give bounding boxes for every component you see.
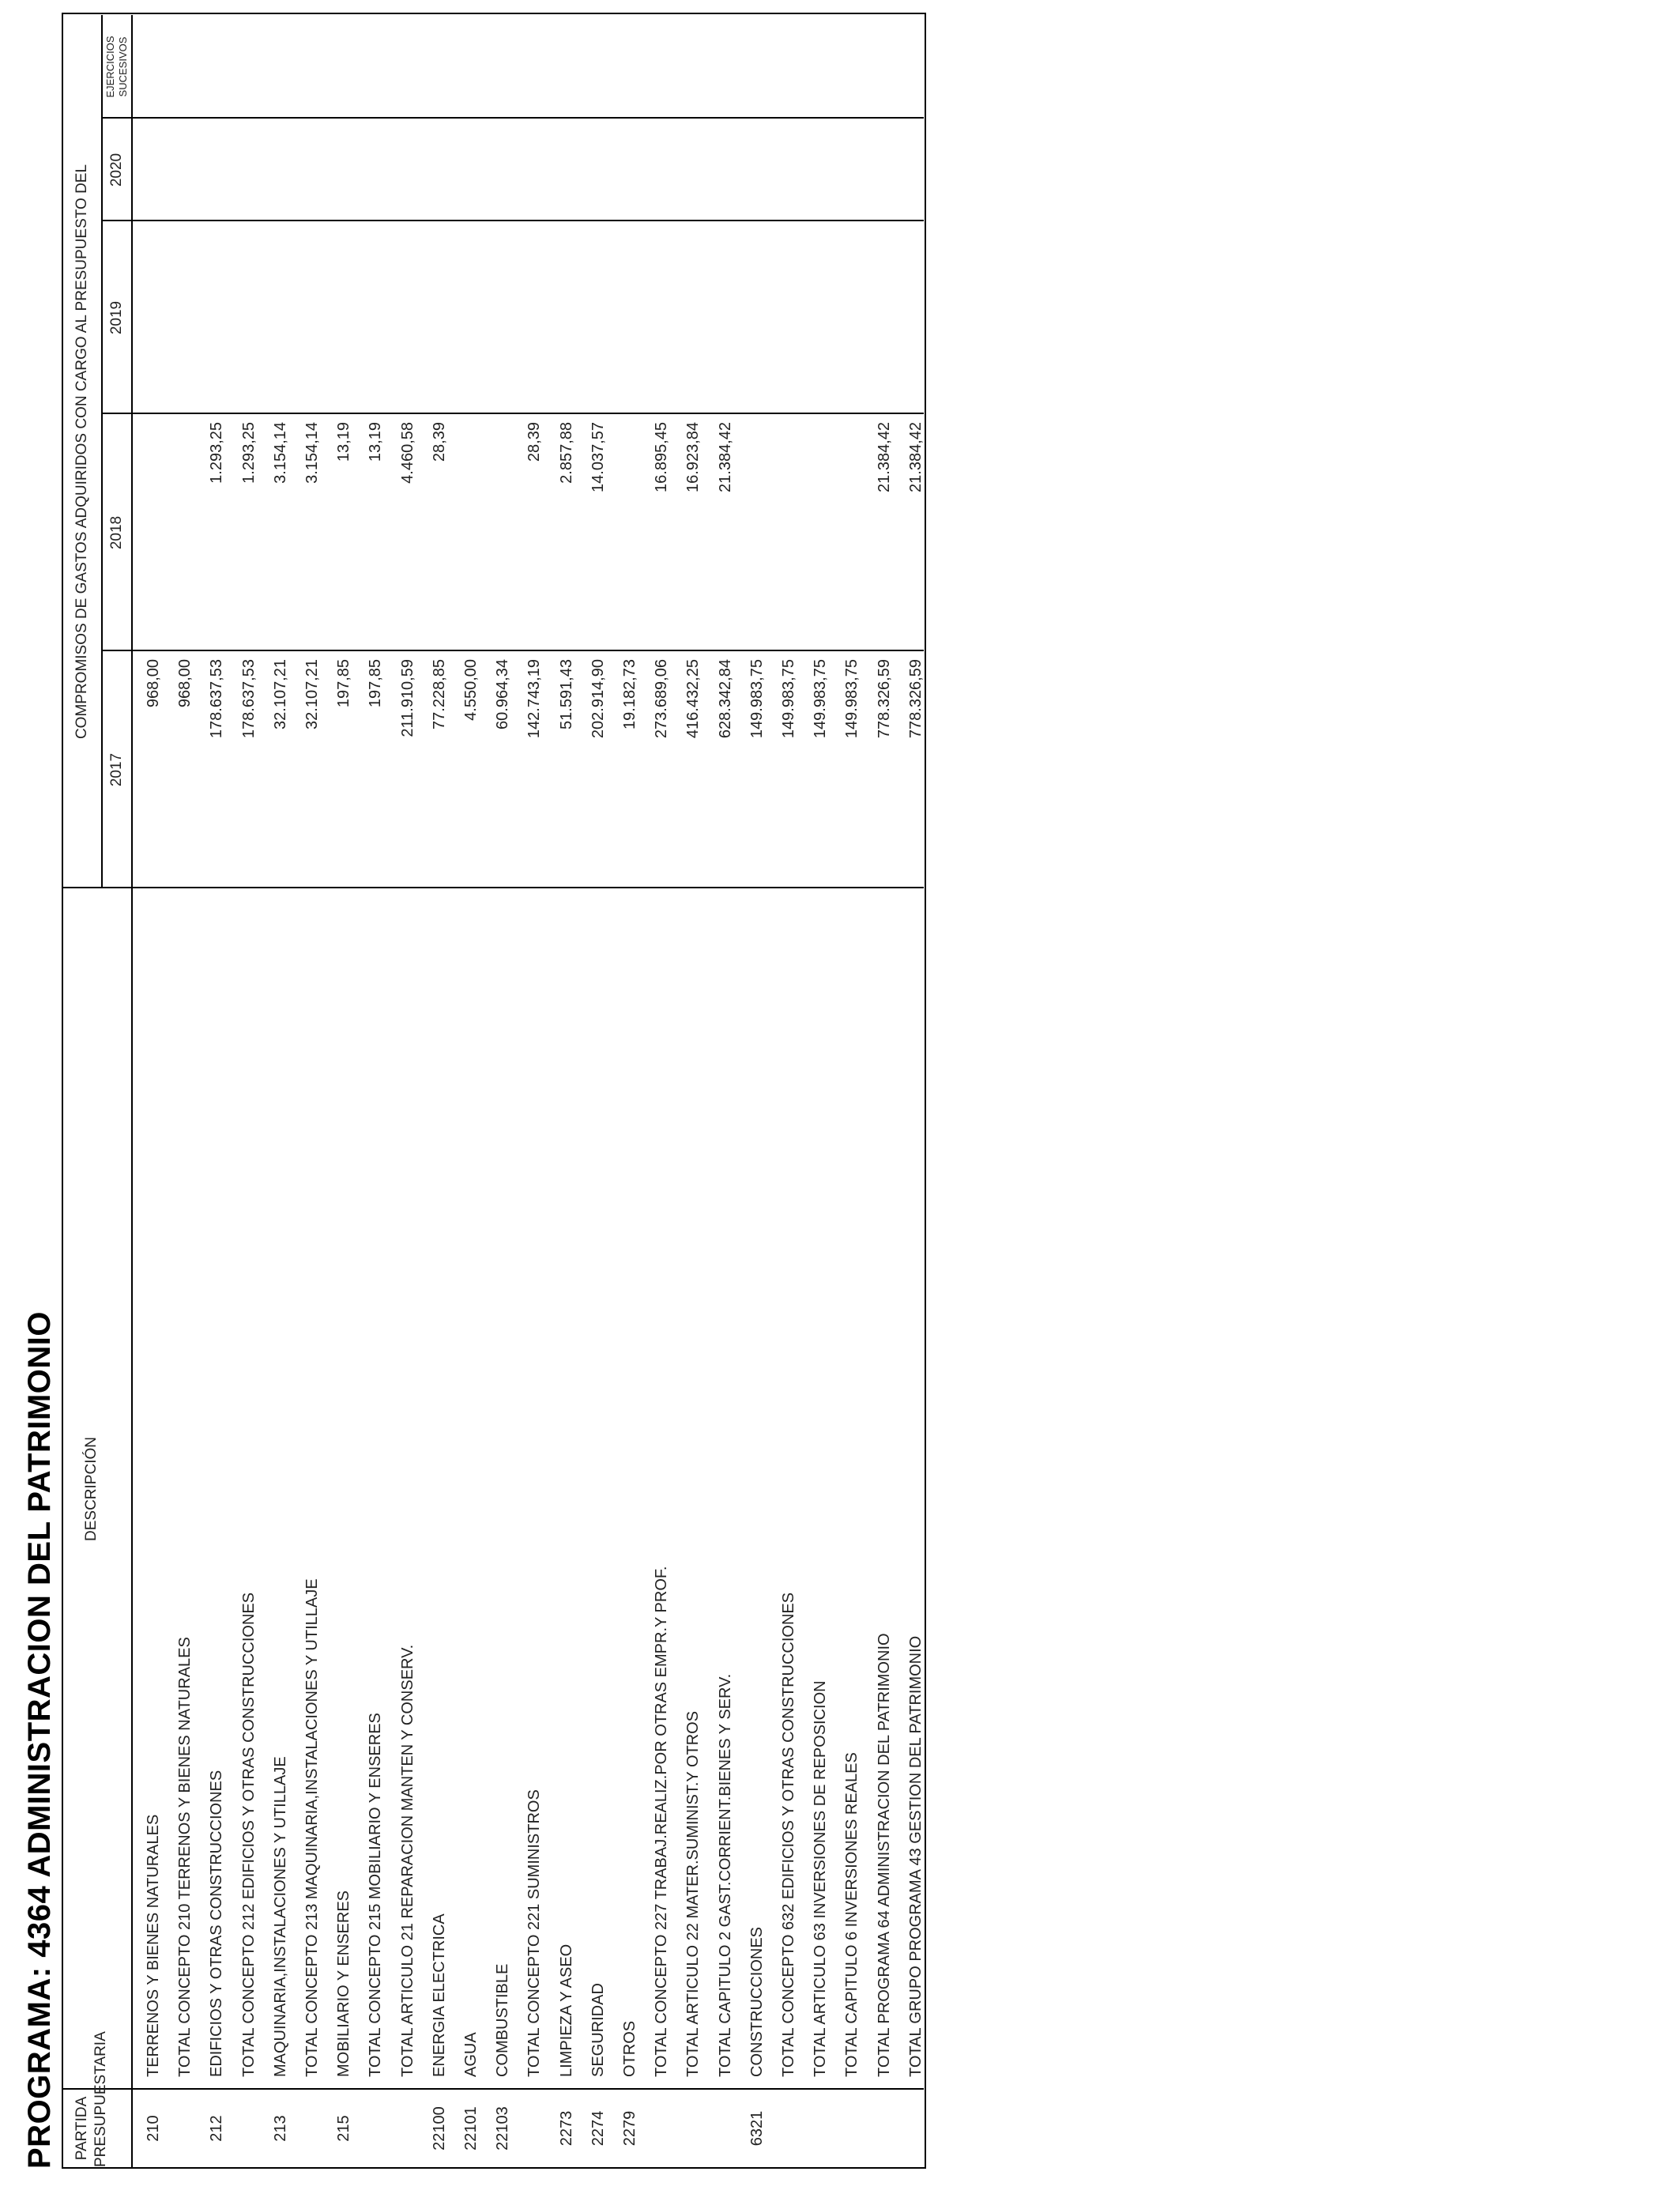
row-code: [360, 2090, 391, 2167]
row-description: TOTAL CAPITULO 2 GAST.CORRIENT.BIENES Y SERV.: [716, 1673, 734, 2077]
row-value-2018: [741, 422, 773, 651]
row-value-2018: [804, 422, 836, 651]
row-value-2017: 149.983,75: [843, 659, 861, 739]
row-value-2018: 13,19: [367, 422, 385, 462]
row-code: [710, 2090, 741, 2167]
header-2020: 2020: [108, 153, 125, 187]
row-value-2017: 211.910,59: [398, 659, 416, 737]
row-value-2017: 19.182,73: [621, 659, 638, 729]
row-description: CONSTRUCCIONES: [748, 1926, 766, 2077]
row-description: TOTAL ARTICULO 22 MATER.SUMINIST.Y OTROS: [684, 1710, 703, 2077]
row-value-2018: 14.037,57: [589, 422, 607, 492]
row-code: [836, 2090, 868, 2167]
divider-header-body: [131, 15, 133, 2167]
row-value-2017: 60.964,34: [494, 659, 512, 729]
row-value-2018: [137, 422, 169, 651]
row-value-2018: 3.154,14: [303, 422, 321, 484]
row-code: [392, 2090, 424, 2167]
divider-2019: [101, 220, 924, 221]
row-value-2018: 28,39: [525, 422, 544, 462]
row-code: 2273: [557, 2110, 575, 2147]
row-code: [677, 2090, 709, 2167]
divider-2018: [101, 413, 924, 414]
row-description: COMBUSTIBLE: [494, 1963, 512, 2077]
header-partida-line2: PRESUPUESTARIA: [92, 2031, 109, 2167]
row-code: [646, 2090, 677, 2167]
row-value-2018: 21.384,42: [875, 422, 893, 492]
budget-table: [62, 13, 926, 2169]
row-code: [868, 2090, 900, 2167]
row-value-2017: 197,85: [367, 659, 385, 708]
row-code: [296, 2090, 328, 2167]
row-value-2017: 32.107,21: [303, 659, 321, 729]
row-code: 6321: [748, 2110, 766, 2147]
row-code: 22100: [430, 2106, 448, 2151]
row-value-2018: 4.460,58: [398, 422, 416, 484]
row-value-2018: 1.293,25: [208, 422, 226, 484]
row-description: TOTAL GRUPO PROGRAMA 43 GESTION DEL PATRIMONIO: [906, 1635, 925, 2077]
row-value-2017: 178.637,53: [239, 659, 258, 739]
row-code: [900, 2090, 932, 2167]
row-code: 22103: [494, 2106, 512, 2151]
row-code: [773, 2090, 804, 2167]
row-value-2018: 16.895,45: [653, 422, 671, 492]
header-2019: 2019: [108, 300, 125, 335]
row-value-2018: 21.384,42: [906, 422, 925, 492]
row-description: TOTAL CONCEPTO 215 MOBILIARIO Y ENSERES: [367, 1713, 385, 2077]
row-description: AGUA: [462, 2032, 480, 2077]
row-value-2018: [773, 422, 804, 651]
row-value-2018: 16.923,84: [684, 422, 703, 492]
row-code: [804, 2090, 836, 2167]
row-description: TOTAL CONCEPTO 221 SUMINISTROS: [525, 1789, 544, 2077]
header-partida-line1: PARTIDA: [73, 2096, 90, 2161]
row-code: 215: [335, 2115, 353, 2142]
row-value-2018: 1.293,25: [239, 422, 258, 484]
header-2018: 2018: [108, 515, 125, 550]
row-value-2018: 21.384,42: [716, 422, 734, 492]
row-code: 212: [208, 2115, 226, 2142]
row-value-2017: 51.591,43: [557, 659, 575, 729]
row-value-2017: 416.432,25: [684, 659, 703, 739]
row-description: TOTAL CONCEPTO 632 EDIFICIOS Y OTRAS CONSTRUCCIONES: [780, 1592, 797, 2077]
row-description: OTROS: [621, 2020, 638, 2077]
row-value-2018: [836, 422, 868, 651]
row-value-2017: 202.914,90: [589, 659, 607, 739]
header-2017: 2017: [108, 752, 125, 787]
row-value-2017: 778.326,59: [906, 659, 925, 739]
row-description: ENERGIA ELECTRICA: [430, 1913, 448, 2077]
row-description: TOTAL ARTICULO 63 INVERSIONES DE REPOSICION: [812, 1680, 830, 2077]
header-partida: [73, 2031, 111, 2167]
row-value-2017: 77.228,85: [430, 659, 448, 729]
row-description: LIMPIEZA Y ASEO: [557, 1943, 575, 2077]
row-value-2017: 149.983,75: [780, 659, 797, 739]
row-value-2018: [487, 422, 518, 651]
row-code: 2274: [589, 2110, 607, 2147]
row-value-2018: [614, 422, 646, 651]
row-value-2017: 178.637,53: [208, 659, 226, 739]
row-value-2017: 149.983,75: [748, 659, 766, 739]
row-code: 22101: [462, 2106, 480, 2151]
row-code: 2279: [621, 2110, 638, 2147]
row-value-2017: 968,00: [176, 659, 194, 708]
row-value-2017: 968,00: [145, 659, 162, 708]
header-sucesivos: EJERCICIOS SUCESIVOS: [104, 36, 129, 98]
row-value-2017: 142.743,19: [525, 659, 544, 739]
row-description: TERRENOS Y BIENES NATURALES: [145, 1814, 162, 2077]
row-code: [518, 2090, 550, 2167]
row-value-2017: 32.107,21: [271, 659, 289, 729]
row-code: 213: [271, 2115, 289, 2142]
row-value-2018: 2.857,88: [557, 422, 575, 484]
row-value-2017: 778.326,59: [875, 659, 893, 739]
row-description: EDIFICIOS Y OTRAS CONSTRUCCIONES: [208, 1770, 226, 2077]
row-description: TOTAL ARTICULO 21 REPARACION MANTEN Y CONSERV.: [398, 1644, 416, 2077]
row-description: TOTAL PROGRAMA 64 ADMINISTRACION DEL PATRIMONIO: [875, 1633, 893, 2077]
row-description: TOTAL CONCEPTO 212 EDIFICIOS Y OTRAS CONSTRUCCIONES: [239, 1592, 258, 2077]
divider-header-sub: [101, 15, 103, 888]
header-descripcion: DESCRIPCIÓN: [83, 1437, 100, 1541]
row-value-2018: [169, 422, 201, 651]
row-description: TOTAL CONCEPTO 213 MAQUINARIA,INSTALACIONES Y UTILLAJE: [303, 1578, 321, 2077]
row-description: TOTAL CAPITULO 6 INVERSIONES REALES: [843, 1752, 861, 2077]
row-code: [169, 2090, 201, 2167]
row-description: MOBILIARIO Y ENSERES: [335, 1890, 353, 2077]
row-value-2018: 13,19: [335, 422, 353, 462]
row-description: TOTAL CONCEPTO 227 TRABAJ.REALIZ.POR OTRAS EMPR.Y PROF.: [653, 1566, 671, 2077]
row-value-2017: 149.983,75: [812, 659, 830, 739]
row-value-2018: [455, 422, 487, 651]
row-value-2017: 628.342,84: [716, 659, 734, 739]
row-description: SEGURIDAD: [589, 1983, 607, 2077]
row-description: TOTAL CONCEPTO 210 TERRENOS Y BIENES NATURALES: [176, 1637, 194, 2077]
row-code: [233, 2090, 265, 2167]
row-code: 210: [145, 2115, 162, 2142]
row-value-2017: 197,85: [335, 659, 353, 708]
row-value-2017: 4.550,00: [462, 659, 480, 721]
row-value-2017: 273.689,06: [653, 659, 671, 739]
divider-sucesivos: [101, 117, 924, 119]
row-value-2018: 28,39: [430, 422, 448, 462]
row-description: MAQUINARIA,INSTALACIONES Y UTILLAJE: [271, 1756, 289, 2077]
page-title: PROGRAMA: 4364 ADMINISTRACION DEL PATRIMONIO: [22, 1310, 57, 2169]
row-value-2018: 3.154,14: [271, 422, 289, 484]
header-compromisos: COMPROMISOS DE GASTOS ADQUIRIDOS CON CARGO AL PRESUPUESTO DEL: [73, 164, 90, 740]
